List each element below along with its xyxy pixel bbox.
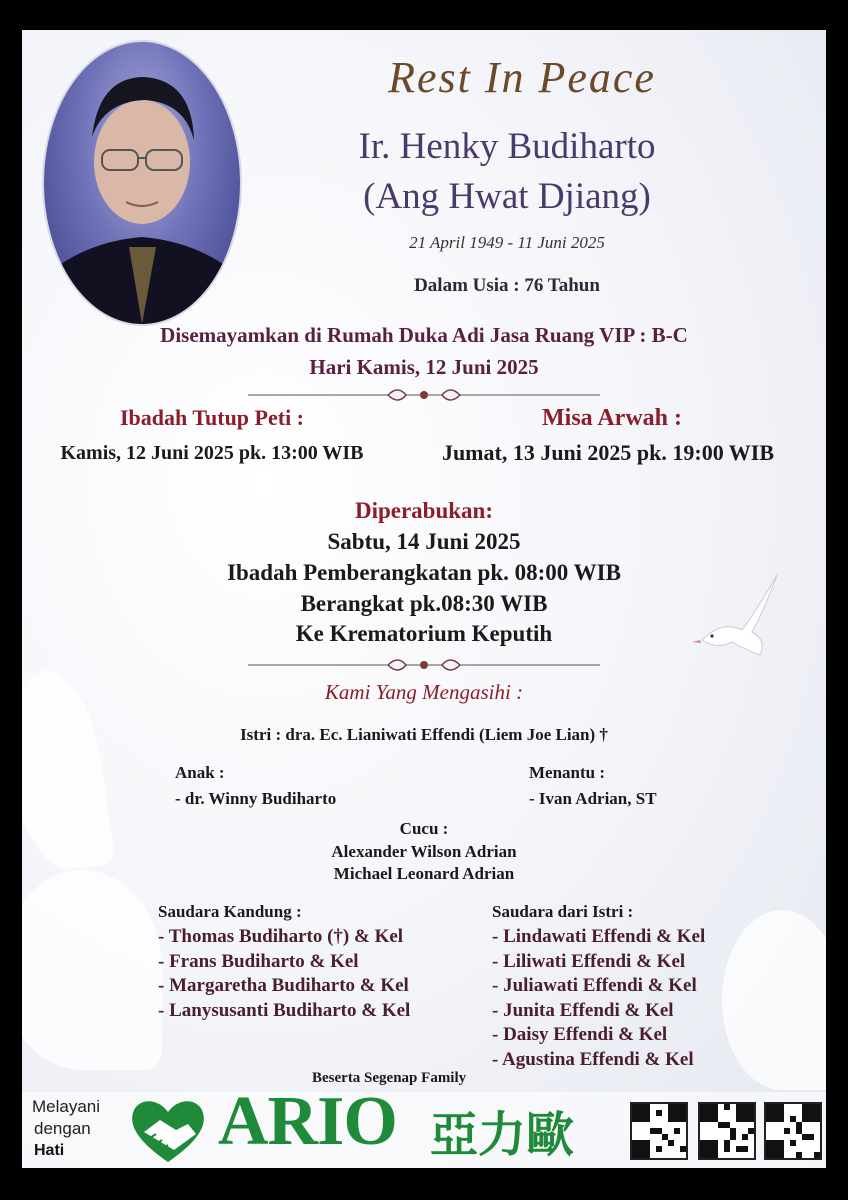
siblings-list (158, 925, 410, 1023)
slogan-line: Melayani (32, 1097, 101, 1116)
qr-code-icon (698, 1102, 756, 1160)
life-dates: 21 April 1949 - 11 Juni 2025 (409, 233, 605, 252)
sibling-item: - Thomas Budiharto (†) & Kel (158, 926, 404, 947)
inlaw-label: Menantu : (529, 763, 606, 782)
wife: Istri : dra. Ec. Lianiwati Effendi (Liem Joe Lian) † (240, 725, 608, 744)
slogan-line: dengan (34, 1119, 91, 1138)
family-title: Kami Yang Mengasihi : (324, 680, 524, 704)
cremation-line: Berangkat pk.08:30 WIB (300, 591, 548, 616)
child-item: - dr. Winny Budiharto (175, 789, 337, 808)
brand-name: ARIO (218, 1083, 397, 1160)
wife-sibling-item: - Junita Effendi & Kel (492, 999, 674, 1021)
lily-flower-bottom-left (22, 870, 162, 1070)
grandchild-item: Alexander Wilson Adrian (331, 842, 517, 861)
portrait-silhouette-icon (44, 42, 240, 324)
cremation-line: Ke Krematorium Keputih (295, 621, 553, 646)
sibling-item: - Frans Budiharto & Kel (158, 950, 359, 972)
wife-sibling-item: - Juliawati Effendi & Kel (492, 975, 697, 996)
wife-siblings-label: Saudara dari Istri : (492, 902, 634, 921)
wife-sibling-item: - Liliwati Effendi & Kel (492, 950, 686, 972)
wife-sibling-item: - Agustina Effendi & Kel (492, 1048, 694, 1070)
lying-in-state-day: Hari Kamis, 12 Juni 2025 (309, 355, 539, 379)
cremation-line: Sabtu, 14 Juni 2025 (327, 529, 521, 554)
wife-sibling-item: - Daisy Effendi & Kel (492, 1024, 668, 1045)
cremation-title: Diperabukan: (354, 498, 494, 523)
cremation-line: Ibadah Pemberangkatan pk. 08:00 WIB (227, 560, 621, 585)
mass-title: Misa Arwah : (542, 405, 682, 431)
qr-code-icon (764, 1102, 822, 1160)
divider-ornament-icon (248, 654, 600, 676)
deceased-name: Ir. Henky Budiharto (358, 126, 656, 167)
mass-time: Jumat, 13 Juni 2025 pk. 19:00 WIB (441, 440, 775, 465)
siblings-label: Saudara Kandung : (158, 902, 302, 921)
grandchildren-label: Cucu : (399, 819, 449, 838)
lying-in-state-place: Disemayamkan di Rumah Duka Adi Jasa Ruang VIP : B-C (160, 323, 688, 347)
sibling-item: - Lanysusanti Budiharto & Kel (158, 999, 411, 1021)
sibling-item: - Margaretha Budiharto & Kel (158, 975, 409, 996)
divider-ornament-icon (248, 384, 600, 406)
slogan-line: Hati (34, 1142, 65, 1159)
children-label: Anak : (175, 763, 225, 782)
grandchild-item: Michael Leonard Adrian (333, 864, 515, 883)
closing-service-time: Kamis, 12 Juni 2025 pk. 13:00 WIB (60, 442, 364, 464)
closing-service-title: Ibadah Tutup Peti : (119, 405, 305, 430)
rest-in-peace-title: Rest In Peace (388, 53, 656, 102)
inlaw-item: - Ivan Adrian, ST (529, 789, 657, 808)
obituary-card (22, 30, 826, 1168)
age: Dalam Usia : 76 Tahun (414, 275, 600, 296)
qr-code-icon (630, 1102, 688, 1160)
family-closing: Beserta Segenap Family (312, 1070, 467, 1086)
wife-siblings-list (492, 925, 705, 1072)
deceased-portrait (44, 42, 240, 324)
lily-flower-right (722, 910, 826, 1090)
brand-chinese-name: 亞力歐 (430, 1107, 575, 1163)
wife-sibling-item: - Lindawati Effendi & Kel (492, 926, 706, 947)
handshake-heart-icon (126, 1094, 210, 1166)
deceased-chinese-name: (Ang Hwat Djiang) (363, 176, 651, 217)
